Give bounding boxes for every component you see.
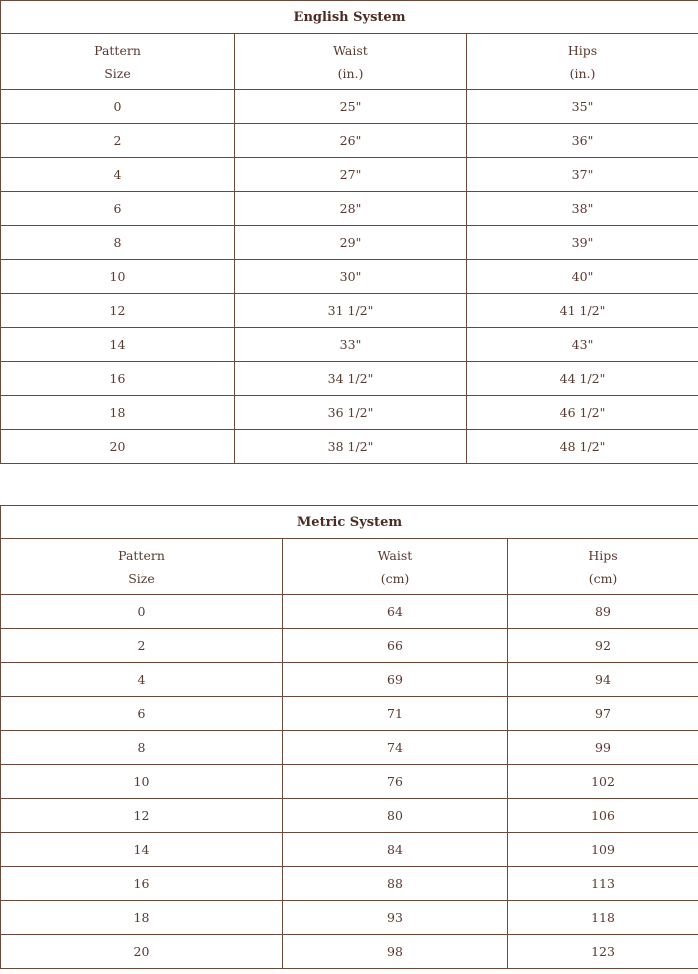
cell-waist: 98 bbox=[283, 935, 508, 969]
header-line: Size bbox=[128, 570, 155, 586]
table-row bbox=[1, 833, 698, 867]
cell-hips: 41 1/2" bbox=[467, 294, 698, 328]
table-row bbox=[1, 629, 698, 663]
cell-hips: 109 bbox=[508, 833, 698, 867]
cell-pattern-size: 8 bbox=[1, 226, 235, 260]
cell-pattern-size: 8 bbox=[1, 731, 283, 765]
column-header-waist bbox=[235, 34, 467, 90]
cell-waist: 26" bbox=[235, 124, 467, 158]
cell-hips: 118 bbox=[508, 901, 698, 935]
header-line: Waist bbox=[333, 42, 368, 58]
table-title: Metric System bbox=[1, 506, 698, 539]
cell-waist: 71 bbox=[283, 697, 508, 731]
header-line: Waist bbox=[377, 547, 413, 563]
metric-size-table bbox=[0, 505, 698, 969]
table-row bbox=[1, 765, 698, 799]
cell-hips: 106 bbox=[508, 799, 698, 833]
cell-pattern-size: 4 bbox=[1, 158, 235, 192]
table-row bbox=[1, 328, 698, 362]
cell-pattern-size: 6 bbox=[1, 697, 283, 731]
cell-pattern-size: 12 bbox=[1, 294, 235, 328]
table-row bbox=[1, 697, 698, 731]
cell-pattern-size: 18 bbox=[1, 396, 235, 430]
cell-pattern-size: 2 bbox=[1, 124, 235, 158]
table-row bbox=[1, 799, 698, 833]
cell-hips: 35" bbox=[467, 90, 698, 124]
cell-hips: 102 bbox=[508, 765, 698, 799]
column-header-pattern-size bbox=[1, 539, 283, 595]
cell-pattern-size: 12 bbox=[1, 799, 283, 833]
table-row bbox=[1, 731, 698, 765]
cell-waist: 69 bbox=[283, 663, 508, 697]
header-line: Hips bbox=[588, 547, 618, 563]
cell-hips: 39" bbox=[467, 226, 698, 260]
cell-pattern-size: 14 bbox=[1, 833, 283, 867]
cell-waist: 30" bbox=[235, 260, 467, 294]
header-line: Pattern bbox=[94, 42, 141, 58]
table-row bbox=[1, 935, 698, 969]
column-header-row bbox=[1, 34, 698, 90]
cell-waist: 25" bbox=[235, 90, 467, 124]
column-header-pattern-size bbox=[1, 34, 235, 90]
cell-hips: 48 1/2" bbox=[467, 430, 698, 464]
header-line: (in.) bbox=[569, 65, 596, 81]
header-line: Size bbox=[104, 65, 131, 81]
cell-waist: 29" bbox=[235, 226, 467, 260]
cell-hips: 44 1/2" bbox=[467, 362, 698, 396]
table-row bbox=[1, 663, 698, 697]
table-row bbox=[1, 192, 698, 226]
cell-hips: 38" bbox=[467, 192, 698, 226]
column-header-row bbox=[1, 539, 698, 595]
cell-waist: 88 bbox=[283, 867, 508, 901]
header-line: Pattern bbox=[118, 547, 165, 563]
cell-hips: 46 1/2" bbox=[467, 396, 698, 430]
table-row bbox=[1, 260, 698, 294]
cell-pattern-size: 16 bbox=[1, 867, 283, 901]
cell-waist: 84 bbox=[283, 833, 508, 867]
cell-waist: 38 1/2" bbox=[235, 430, 467, 464]
cell-waist: 34 1/2" bbox=[235, 362, 467, 396]
cell-pattern-size: 0 bbox=[1, 595, 283, 629]
cell-pattern-size: 10 bbox=[1, 765, 283, 799]
table-row bbox=[1, 867, 698, 901]
cell-waist: 64 bbox=[283, 595, 508, 629]
table-row bbox=[1, 226, 698, 260]
header-line: (cm) bbox=[380, 570, 410, 586]
cell-waist: 76 bbox=[283, 765, 508, 799]
cell-pattern-size: 10 bbox=[1, 260, 235, 294]
cell-pattern-size: 14 bbox=[1, 328, 235, 362]
column-header-hips bbox=[467, 34, 698, 90]
table-row bbox=[1, 430, 698, 464]
table-row bbox=[1, 362, 698, 396]
cell-hips: 123 bbox=[508, 935, 698, 969]
table-row bbox=[1, 595, 698, 629]
cell-pattern-size: 20 bbox=[1, 935, 283, 969]
cell-pattern-size: 16 bbox=[1, 362, 235, 396]
cell-waist: 66 bbox=[283, 629, 508, 663]
cell-hips: 40" bbox=[467, 260, 698, 294]
cell-waist: 27" bbox=[235, 158, 467, 192]
cell-hips: 36" bbox=[467, 124, 698, 158]
table-row bbox=[1, 396, 698, 430]
cell-hips: 94 bbox=[508, 663, 698, 697]
column-header-hips bbox=[508, 539, 698, 595]
cell-pattern-size: 0 bbox=[1, 90, 235, 124]
cell-waist: 28" bbox=[235, 192, 467, 226]
column-header-waist bbox=[283, 539, 508, 595]
table-row bbox=[1, 90, 698, 124]
cell-waist: 33" bbox=[235, 328, 467, 362]
cell-hips: 89 bbox=[508, 595, 698, 629]
cell-hips: 113 bbox=[508, 867, 698, 901]
table-row bbox=[1, 901, 698, 935]
cell-pattern-size: 20 bbox=[1, 430, 235, 464]
cell-hips: 99 bbox=[508, 731, 698, 765]
header-line: (in.) bbox=[337, 65, 364, 81]
table-row bbox=[1, 294, 698, 328]
english-size-table bbox=[0, 0, 698, 464]
cell-waist: 80 bbox=[283, 799, 508, 833]
table-title: English System bbox=[1, 1, 698, 34]
table-row bbox=[1, 124, 698, 158]
cell-pattern-size: 6 bbox=[1, 192, 235, 226]
cell-waist: 31 1/2" bbox=[235, 294, 467, 328]
cell-hips: 37" bbox=[467, 158, 698, 192]
header-line: Hips bbox=[567, 42, 598, 58]
cell-hips: 92 bbox=[508, 629, 698, 663]
cell-waist: 36 1/2" bbox=[235, 396, 467, 430]
cell-hips: 43" bbox=[467, 328, 698, 362]
header-line: (cm) bbox=[588, 570, 618, 586]
table-row bbox=[1, 158, 698, 192]
cell-waist: 74 bbox=[283, 731, 508, 765]
cell-pattern-size: 2 bbox=[1, 629, 283, 663]
cell-waist: 93 bbox=[283, 901, 508, 935]
cell-hips: 97 bbox=[508, 697, 698, 731]
cell-pattern-size: 18 bbox=[1, 901, 283, 935]
cell-pattern-size: 4 bbox=[1, 663, 283, 697]
